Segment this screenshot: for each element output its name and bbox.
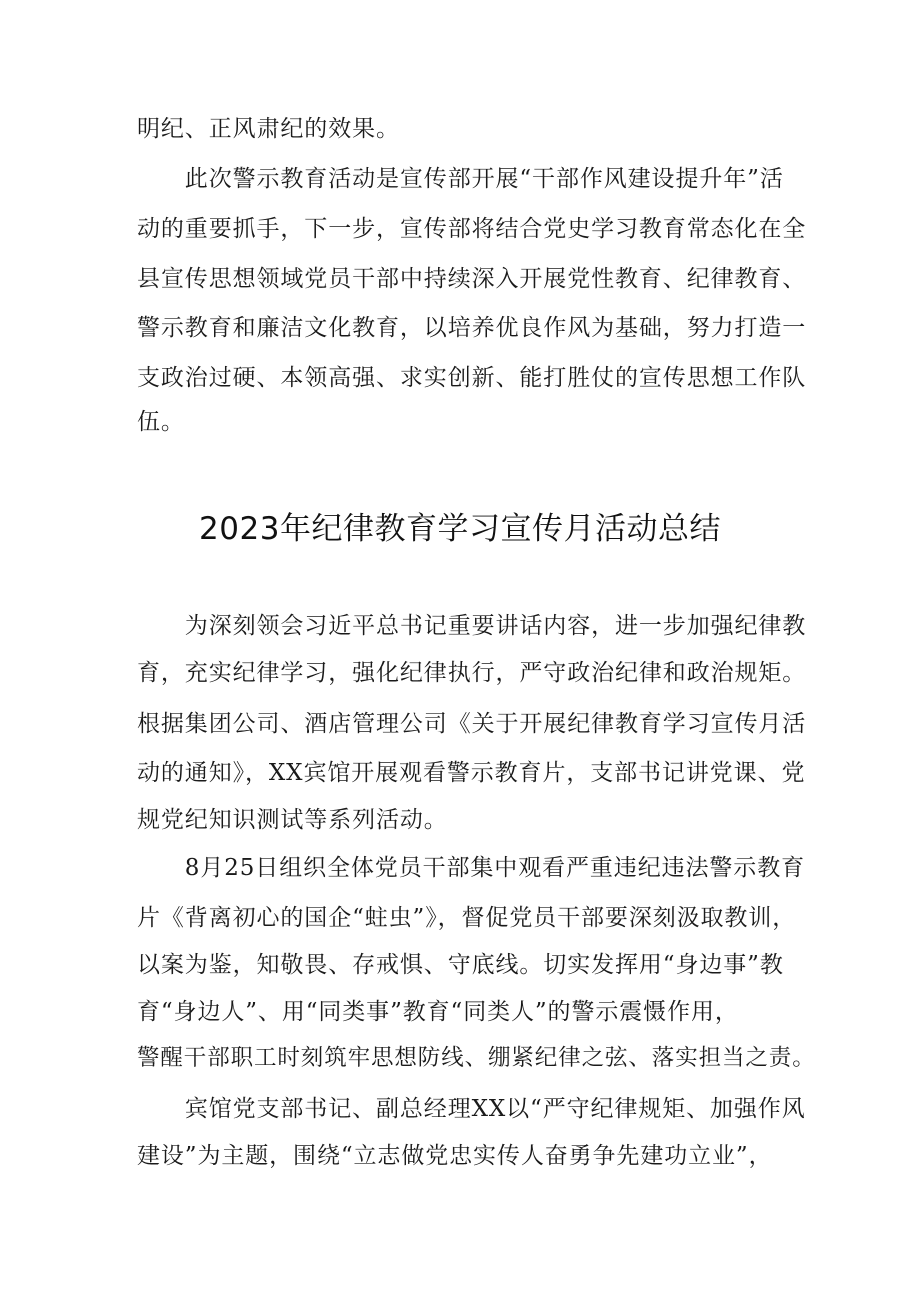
document-title: 2023年纪律教育学习宣传月活动总结: [199, 511, 721, 547]
text-line: 支政治过硬、本领高强、求实创新、能打胜仗的宣传思想工作队: [137, 365, 807, 391]
text-line: 8月25日组织全体党员干部集中观看严重违纪违法警示教育: [137, 855, 805, 881]
text-line: 动的通知》，XX宾馆开展观看警示教育片，支部书记讲党课、党: [137, 760, 806, 786]
text-line: 育“身边人”、用“同类事”教育“同类人”的警示震慑作用，: [137, 999, 739, 1025]
text-line: 警示教育和廉洁文化教育，以培养优良作风为基础，努力打造一: [137, 315, 807, 341]
text-line: 育，充实纪律学习，强化纪律执行，严守政治纪律和政治规矩。: [137, 660, 807, 686]
text-line: 县宣传思想领域党员干部中持续深入开展党性教育、纪律教育、: [137, 266, 807, 292]
text-line: 动的重要抓手，下一步，宣传部将结合党史学习教育常态化在全: [137, 216, 807, 242]
text-line: 建设”为主题，围绕“立志做党忠实传人奋勇争先建功立业”，: [137, 1143, 773, 1169]
text-line: 明纪、正风肃纪的效果。: [137, 116, 400, 142]
text-line: 宾馆党支部书记、副总经理XX以“严守纪律规矩、加强作风: [137, 1096, 806, 1122]
text-line: 规党纪知识测试等系列活动。: [137, 807, 448, 833]
text-line: 警醒干部职工时刻筑牢思想防线、绷紧纪律之弦、落实担当之责。: [137, 1045, 816, 1071]
text-line: 伍。: [137, 409, 185, 435]
text-line: 此次警示教育活动是宣传部开展“干部作风建设提升年”活: [137, 166, 784, 192]
text-line: 以案为鉴，知敬畏、存戒惧、守底线。切实发挥用“身边事”教: [137, 952, 784, 978]
text-line: 为深刻领会习近平总书记重要讲话内容，进一步加强纪律教: [137, 613, 807, 639]
text-line: 根据集团公司、酒店管理公司《关于开展纪律教育学习宣传月活: [137, 711, 807, 737]
text-line: 片《背离初心的国企“蛀虫”》，督促党员干部要深刻汲取教训，: [137, 905, 797, 931]
